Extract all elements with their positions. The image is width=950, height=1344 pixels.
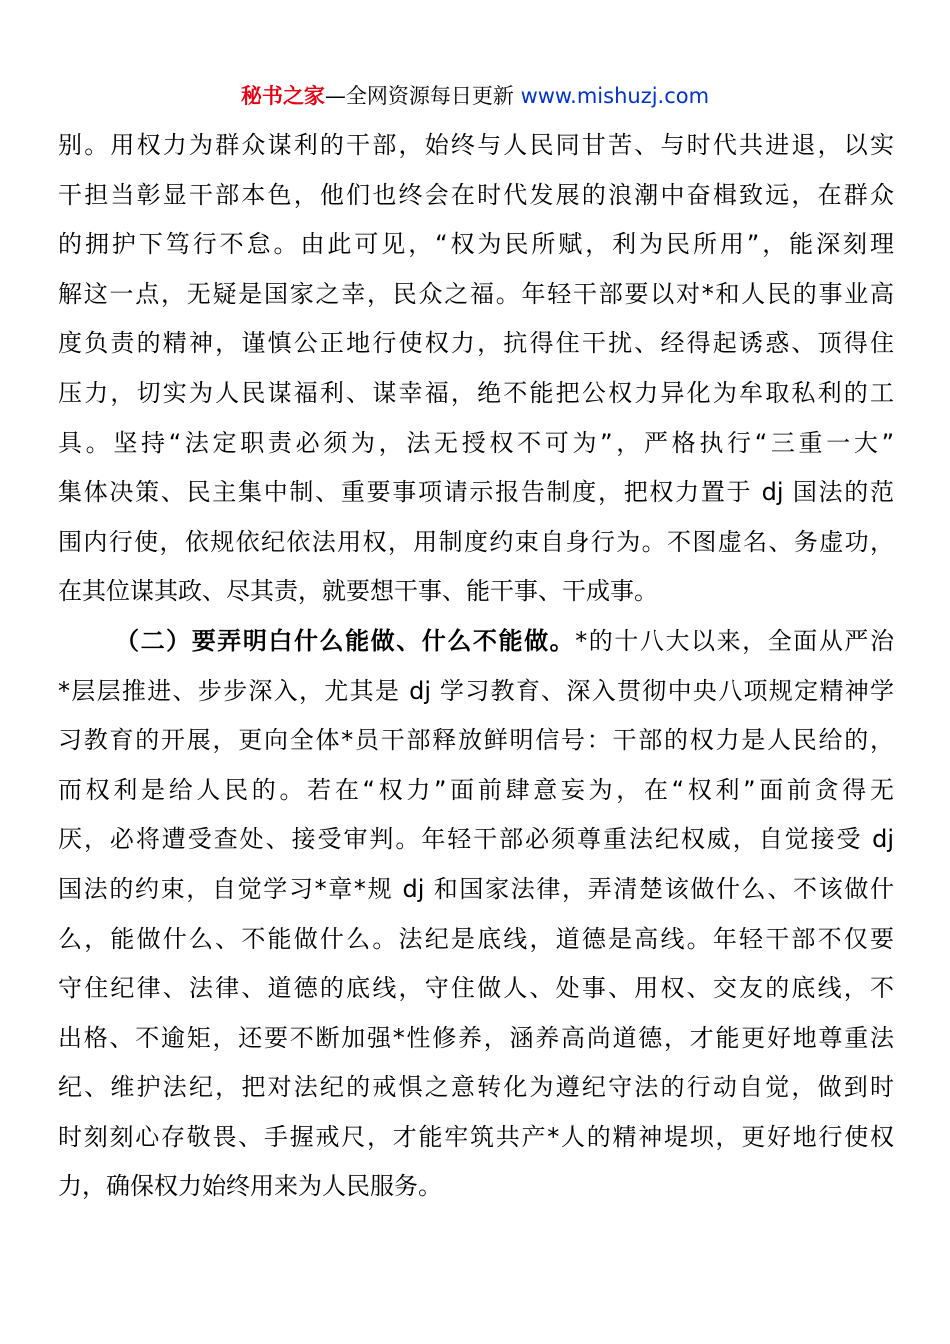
text-line: 度负责的精神，谨慎公正地行使权力，抗得住干扰、经得起诱惑、顶得住 [58, 329, 894, 358]
text-line: 守住纪律、法律、道德的底线，守住做人、处事、用权、交友的底线，不 [58, 974, 894, 1003]
text-line: 厌，必将遭受查处、接受审判。年轻干部必须尊重法纪权威，自觉接受 dj [58, 825, 894, 854]
paragraph-1 [58, 121, 894, 617]
text-line: 集体决策、民主集中制、重要事项请示报告制度，把权力置于 dj 国法的范 [58, 478, 894, 507]
text-line: 纪、维护法纪，把对法纪的戒惧之意转化为遵纪守法的行动自觉，做到时 [58, 1073, 894, 1102]
text-line: 围内行使，依规依纪依法用权，用制度约束自身行为。不图虚名、务虚功， [58, 527, 894, 556]
document-body [58, 121, 894, 1212]
text-line: 而权利是给人民的。若在“权力”面前肆意妄为，在“权利”面前贪得无 [58, 775, 894, 804]
text-line: 出格、不逾矩，还要不断加强*性修养，涵养高尚道德，才能更好地尊重法 [58, 1023, 894, 1052]
text-line: 时刻刻心存敬畏、手握戒尺，才能牢筑共产*人的精神堤坝，更好地行使权 [58, 1122, 894, 1151]
text-line: 么，能做什么、不能做什么。法纪是底线，道德是高线。年轻干部不仅要 [58, 924, 894, 953]
text-line: 解这一点，无疑是国家之幸，民众之福。年轻干部要以对*和人民的事业高 [58, 279, 894, 308]
brand-name: 秘书之家 [240, 84, 325, 108]
text-line: 干担当彰显干部本色，他们也终会在时代发展的浪潮中奋楫致远，在群众 [58, 180, 894, 209]
text-line: *层层推进、步步深入，尤其是 dj 学习教育、深入贯彻中央八项规定精神学 [58, 676, 894, 705]
text-line: 具。坚持“法定职责必须为，法无授权不可为”，严格执行“三重一大” [58, 428, 894, 457]
section-heading: （二）要弄明白什么能做、什么不能做。 [115, 626, 576, 655]
paragraph-2 [58, 617, 894, 1212]
paragraph-2-first-line [58, 617, 894, 667]
text-line: 别。用权力为群众谋利的干部，始终与人民同甘苦、与时代共进退，以实 [58, 131, 894, 159]
text-line: 压力，切实为人民谋福利、谋幸福，绝不能把公权力异化为牟取私利的工 [58, 378, 894, 407]
text-line: 国法的约束，自觉学习*章*规 dj 和国家法律，弄清楚该做什么、不该做什 [58, 874, 894, 903]
text-line: 习教育的开展，更向全体*员干部释放鲜明信号：干部的权力是人民给的， [58, 726, 894, 755]
heading-continuation: *的十八大以来，全面从严治 [575, 626, 895, 655]
website-url[interactable]: www.mishuzj.com [520, 84, 710, 108]
page-header [0, 80, 950, 112]
text-line: 在其位谋其政、尽其责，就要想干事、能干事、干成事。 [58, 577, 658, 606]
text-line: 的拥护下笃行不怠。由此可见，“权为民所赋，利为民所用”，能深刻理 [58, 230, 894, 259]
text-line: 力，确保权力始终用来为人民服务。 [58, 1172, 442, 1201]
header-tagline: —全网资源每日更新 [324, 84, 521, 108]
